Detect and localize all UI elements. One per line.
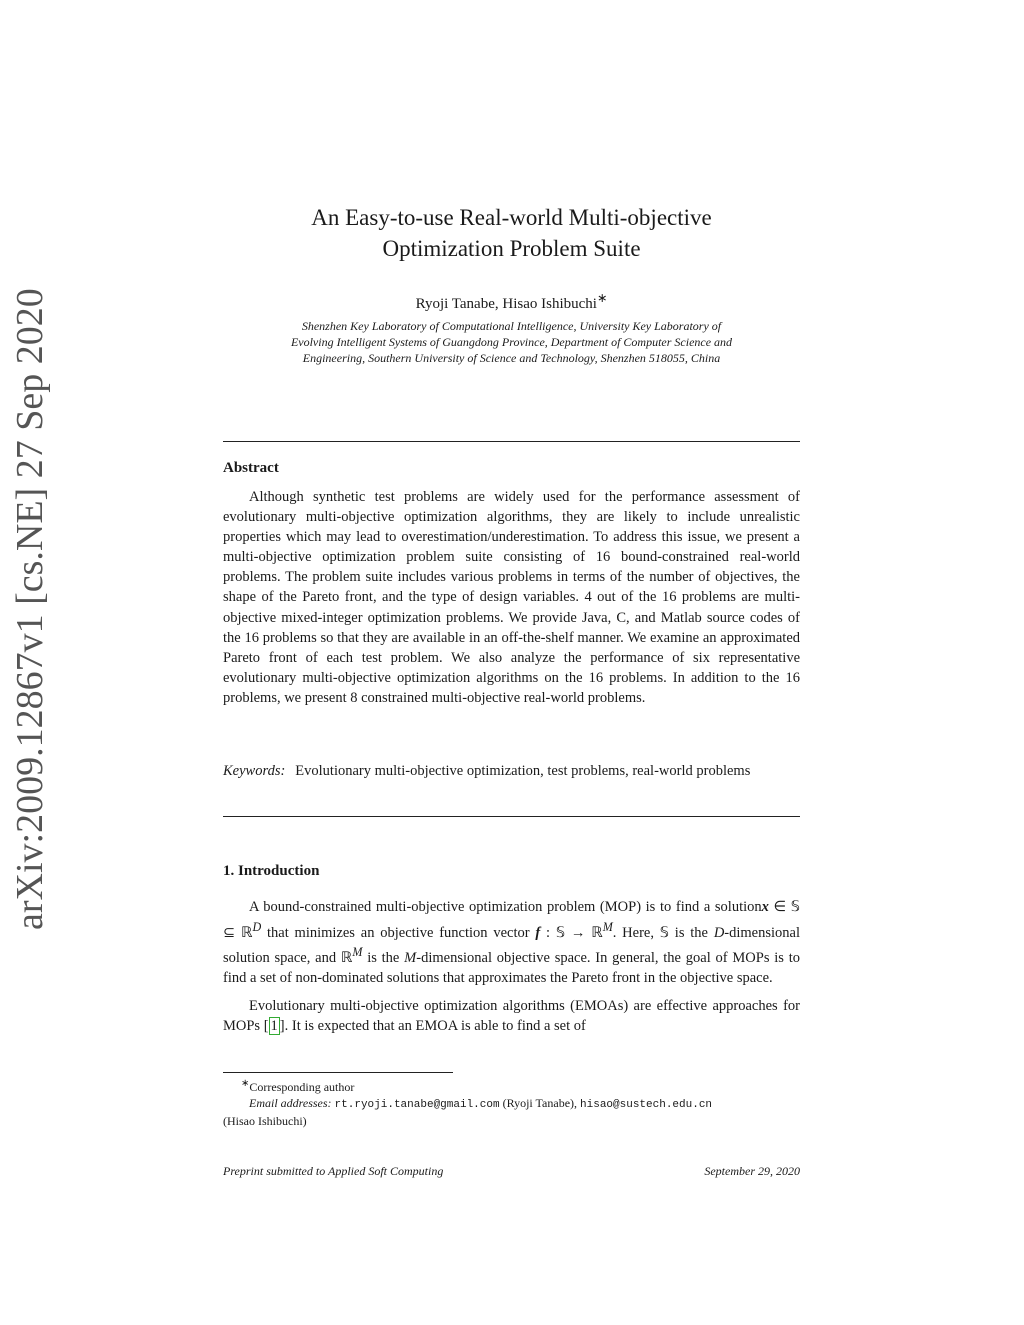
- keywords-text: Evolutionary multi-objective optimization, test problems, real-world problems: [295, 763, 751, 779]
- footnote-mark: ∗: [241, 1078, 250, 1089]
- keywords-label: Keywords:: [223, 763, 286, 779]
- authors: [223, 290, 800, 313]
- keywords: [223, 761, 800, 781]
- arxiv-identifier: arXiv:2009.12867v1 [cs.NE] 27 Sep 2020: [9, 288, 51, 930]
- author-names: Ryoji Tanabe, Hisao Ishibuchi: [415, 296, 597, 312]
- affiliation-line-3: Engineering, Southern University of Science and Technology, Shenzhen 518055, China: [302, 351, 721, 365]
- abstract-text: Although synthetic test problems are widely used for the performance assessment of evolutionary multi-objective optimization algorithms, they are likely to include unrealistic properties which may lead to overestimation/underestimation. To address this issue, we present a multi-objective optimization problem suite consisting of 16 bound-constrained real-world problems. The problem suite includes various problems in terms of the number of objectives, the shape of the Pareto front, and the type of design variables. 4 out of the 16 problems are multi-objective mixed-integer optimization problems. We provide Java, C, and Matlab source codes of the 16 problems so that they are available in an off-the-shelf manner. We examine an approximated Pareto front of each test problem. We also analyze the performance of six representative evolutionary multi-objective optimization algorithms on the 16 problems. In addition to the 16 problems, we present 8 constrained multi-objective real-world problems.: [223, 489, 800, 706]
- author-mark: ∗: [596, 291, 608, 305]
- math-sup-d: D: [252, 919, 262, 934]
- math-sup-m: M: [602, 919, 613, 934]
- affiliation: [213, 318, 810, 366]
- title-line-1: An Easy-to-use Real-world Multi-objective: [311, 205, 712, 230]
- math-m: M: [404, 950, 417, 967]
- abstract-top-rule: [223, 441, 800, 442]
- affiliation-line-1: Shenzhen Key Laboratory of Computational Intelligence, University Key Laboratory of: [301, 319, 722, 333]
- intro-p1-text: A bound-constrained multi-objective optimization problem (MOP) is to find a solution: [249, 899, 762, 915]
- math-x: x: [761, 899, 769, 915]
- intro-p1-text: -dimensional solution space, and ℝ: [223, 924, 801, 967]
- intro-paragraph-2: Evolutionary multi-objective optimization algorithms (EMOAs) are effective approaches for MOPs [ 1 ]. It is expected that an EMOA is able to find a set of: [223, 998, 800, 1034]
- intro-paragraph-1: [223, 898, 800, 989]
- intro-p1-text: ∈ 𝕊 ⊆ ℝ: [223, 899, 801, 941]
- email-label: Email addresses:: [249, 1096, 332, 1110]
- citation-link[interactable]: 1: [270, 1017, 278, 1034]
- footnote-corresponding: [223, 1076, 800, 1095]
- email-link-1[interactable]: rt.ryoji.tanabe@gmail.com: [334, 1099, 500, 1111]
- title-line-2: Optimization Problem Suite: [382, 236, 641, 261]
- abstract-bottom-rule: [223, 816, 800, 817]
- abstract-heading: Abstract: [223, 460, 279, 476]
- footer-preprint-note: Preprint submitted to Applied Soft Computing: [223, 1164, 444, 1178]
- intro-p2-text: . It is expected that an EMOA is able to find a set of: [284, 1017, 586, 1034]
- email-owner-1: (Ryoji Tanabe),: [502, 1096, 578, 1110]
- affiliation-line-2: Evolving Intelligent Systems of Guangdong Province, Department of Computer Science and: [290, 335, 733, 349]
- intro-p1-text: that minimizes an objective function vector: [261, 924, 536, 941]
- math-f: f: [535, 924, 541, 941]
- math-sup-m: M: [352, 945, 363, 960]
- intro-p2-text: Evolutionary multi-objective optimization algorithms (EMOAs) are effective approaches for MOPs: [223, 998, 800, 1034]
- email-owner-2: (Hisao Ishibuchi): [223, 1114, 307, 1128]
- intro-p1-text: : 𝕊 → ℝ: [540, 924, 603, 941]
- math-d: D: [713, 924, 725, 941]
- intro-p1-text: . Here, 𝕊 is the: [612, 924, 714, 941]
- footnote-rule: [223, 1072, 453, 1073]
- footnote-emails: [223, 1095, 800, 1113]
- footnote-corresponding-text: Corresponding author: [249, 1080, 355, 1094]
- footnote: [223, 1076, 800, 1129]
- intro-p1-text: is the: [362, 950, 405, 967]
- footer-date: September 29, 2020: [704, 1164, 800, 1178]
- intro-heading: 1. Introduction: [223, 863, 320, 879]
- email-link-2[interactable]: hisao@sustech.edu.cn: [580, 1099, 713, 1111]
- intro-p1-text: -dimensional objective space. In general, the goal of MOPs is to find a set of non-dominated solutions that approximates the Pareto front in the objective space.: [223, 950, 800, 987]
- paper-title: [183, 202, 840, 264]
